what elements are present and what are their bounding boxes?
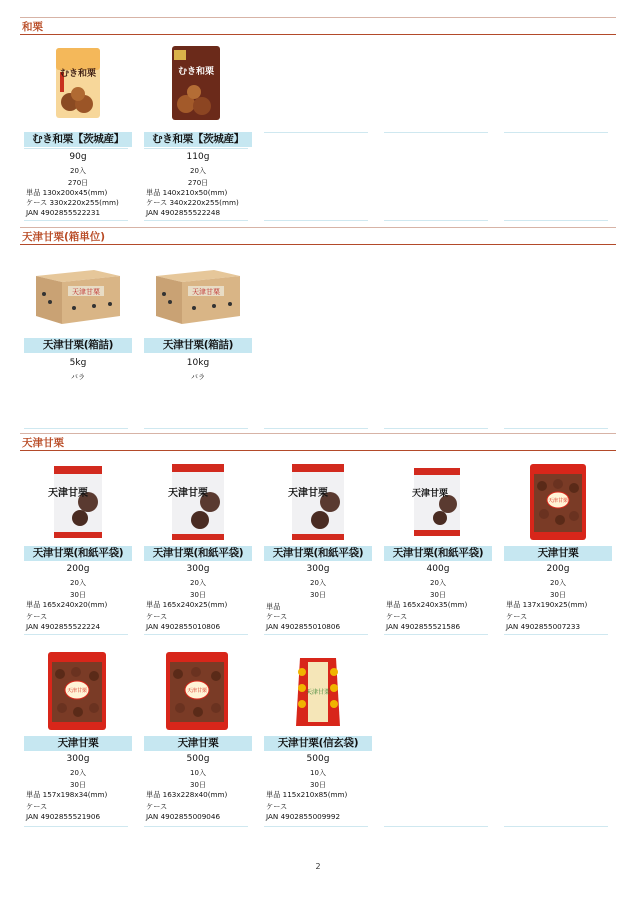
- product-image: [144, 254, 252, 332]
- product-quantity: 20入: [70, 167, 86, 175]
- row-divider: [384, 428, 488, 429]
- product-name: 天津甘栗(和紙平袋): [144, 546, 252, 561]
- product-case-size: ケース: [146, 802, 168, 811]
- product-name: むき和栗【茨城産】: [24, 132, 132, 147]
- product-unit-size: 単品 140x210x50(mm): [146, 188, 228, 197]
- product-quantity: 10入: [310, 769, 326, 777]
- product-weight: 500g: [186, 754, 210, 764]
- product-shelf-life: 270日: [67, 179, 89, 187]
- product-unit-size: 単品 165x240x25(mm): [146, 600, 228, 609]
- row-divider: [264, 428, 368, 429]
- row-divider: [144, 826, 248, 827]
- product-quantity: バラ: [191, 373, 205, 381]
- product-case-size: ケース: [506, 612, 528, 621]
- package-label: 天津甘栗: [547, 498, 569, 504]
- package-label: むき和栗: [177, 67, 215, 77]
- product-unit-size: 単品 137x190x25(mm): [506, 600, 588, 609]
- product-weight: 300g: [306, 564, 330, 574]
- product-image: [144, 462, 252, 540]
- product-image: [504, 462, 612, 540]
- product-card: [144, 254, 252, 434]
- package-label: 天津甘栗: [305, 689, 331, 696]
- product-name: むき和栗【茨城産】: [144, 132, 252, 147]
- section-header-tenshin: [20, 434, 616, 451]
- package-label: 天津甘栗: [288, 488, 328, 499]
- product-name: 天津甘栗(和紙平袋): [384, 546, 492, 561]
- product-name: 天津甘栗: [504, 546, 612, 561]
- product-jan: JAN 4902855010806: [266, 622, 341, 631]
- package-label: 天津甘栗: [48, 488, 88, 499]
- product-unit-size: 単品 115x210x85(mm): [266, 790, 348, 799]
- product-name: 天津甘栗(箱詰): [24, 338, 132, 353]
- product-shelf-life: 30日: [70, 591, 86, 599]
- product-name: 天津甘栗(信玄袋): [264, 736, 372, 751]
- product-image: [264, 652, 372, 730]
- product-image: [24, 254, 132, 332]
- product-card: [24, 44, 132, 224]
- row-divider: [24, 220, 128, 221]
- product-case-size: ケース: [146, 612, 168, 621]
- product-quantity: 20入: [550, 579, 566, 587]
- product-image: [24, 462, 132, 540]
- product-card: [384, 462, 492, 642]
- row-divider: [504, 428, 608, 429]
- product-unit-size: 単品 163x228x40(mm): [146, 790, 228, 799]
- product-jan: JAN 4902855010806: [146, 622, 221, 631]
- row-divider: [24, 428, 128, 429]
- product-shelf-life: 30日: [310, 781, 326, 789]
- product-name: 天津甘栗: [144, 736, 252, 751]
- product-name: 天津甘栗(和紙平袋): [264, 546, 372, 561]
- package-label: 天津甘栗: [168, 488, 208, 499]
- empty-slot: [504, 132, 608, 133]
- product-unit-size: 単品 157x198x34(mm): [26, 790, 108, 799]
- product-image: [24, 44, 132, 122]
- product-weight: 10kg: [186, 358, 210, 368]
- product-card: [144, 652, 252, 832]
- product-image: [144, 652, 252, 730]
- product-case-size: ケース: [386, 612, 408, 621]
- product-shelf-life: 30日: [190, 591, 206, 599]
- product-jan: JAN 4902855521906: [26, 812, 101, 821]
- product-shelf-life: 30日: [190, 781, 206, 789]
- product-card: [264, 462, 372, 642]
- product-jan: JAN 4902855521586: [386, 622, 461, 631]
- product-case-size: ケース: [266, 612, 288, 621]
- product-shelf-life: 30日: [430, 591, 446, 599]
- product-shelf-life: 30日: [550, 591, 566, 599]
- section-header-waguri: [20, 18, 616, 35]
- page-number: 2: [315, 862, 321, 871]
- row-divider: [384, 826, 488, 827]
- product-jan: JAN 4902855522231: [26, 208, 101, 217]
- product-quantity: 20入: [310, 579, 326, 587]
- row-divider: [264, 826, 368, 827]
- product-name: 天津甘栗(和紙平袋): [24, 546, 132, 561]
- product-case-size: ケース: [266, 802, 288, 811]
- row-divider: [384, 220, 488, 221]
- product-jan: JAN 4902855522248: [146, 208, 221, 217]
- package-label: 天津甘栗: [66, 688, 88, 694]
- product-name: 天津甘栗(箱詰): [144, 338, 252, 353]
- product-weight: 200g: [66, 564, 90, 574]
- product-image: [384, 462, 492, 540]
- product-card: [144, 462, 252, 642]
- product-weight: 110g: [186, 152, 210, 162]
- package-label: むき和栗: [59, 69, 97, 79]
- product-image: [264, 462, 372, 540]
- row-divider: [504, 826, 608, 827]
- product-quantity: 20入: [70, 579, 86, 587]
- section-title: 天津甘栗(箱単位): [22, 231, 106, 243]
- product-image: [144, 44, 252, 122]
- product-card: [24, 462, 132, 642]
- product-image: [24, 652, 132, 730]
- box-label: 天津甘栗: [192, 288, 220, 296]
- product-quantity: 10入: [190, 769, 206, 777]
- product-weight: 300g: [186, 564, 210, 574]
- product-case-size: ケース: [26, 802, 48, 811]
- product-quantity: バラ: [71, 373, 85, 381]
- product-jan: JAN 4902855009046: [146, 812, 221, 821]
- package-label: 天津甘栗: [411, 489, 449, 499]
- product-shelf-life: 30日: [70, 781, 86, 789]
- product-name: 天津甘栗: [24, 736, 132, 751]
- product-quantity: 20入: [190, 579, 206, 587]
- empty-slot: [384, 132, 488, 133]
- product-case-size: ケース: [26, 612, 48, 621]
- row-divider: [264, 220, 368, 221]
- product-unit-size: 単品: [266, 602, 281, 611]
- row-divider: [384, 634, 488, 635]
- product-weight: 400g: [426, 564, 450, 574]
- product-weight: 200g: [546, 564, 570, 574]
- product-shelf-life: 270日: [187, 179, 209, 187]
- product-weight: 5kg: [69, 358, 87, 368]
- product-quantity: 20入: [190, 167, 206, 175]
- product-card: [144, 44, 252, 224]
- row-divider: [504, 634, 608, 635]
- row-divider: [504, 220, 608, 221]
- product-unit-size: 単品 165x240x20(mm): [26, 600, 108, 609]
- section-title: 天津甘栗: [22, 437, 64, 449]
- product-jan: JAN 4902855009992: [266, 812, 341, 821]
- row-divider: [144, 634, 248, 635]
- section-title: 和栗: [22, 21, 43, 33]
- product-weight: 90g: [69, 152, 87, 162]
- row-divider: [144, 220, 248, 221]
- row-divider: [264, 634, 368, 635]
- row-divider: [24, 826, 128, 827]
- box-label: 天津甘栗: [72, 288, 100, 296]
- package-label: 天津甘栗: [186, 688, 208, 694]
- product-jan: JAN 4902855522224: [26, 622, 101, 631]
- row-divider: [24, 634, 128, 635]
- product-card: [504, 462, 612, 642]
- section-header-box: [20, 228, 616, 245]
- product-card: [24, 652, 132, 832]
- product-unit-size: 単品 165x240x35(mm): [386, 600, 468, 609]
- product-card: [24, 254, 132, 434]
- product-jan: JAN 4902855007233: [506, 622, 581, 631]
- product-case-size: ケース 330x220x255(mm): [26, 198, 119, 207]
- product-quantity: 20入: [70, 769, 86, 777]
- product-weight: 500g: [306, 754, 330, 764]
- row-divider: [144, 428, 248, 429]
- empty-slot: [264, 132, 368, 133]
- product-shelf-life: 30日: [310, 591, 326, 599]
- product-quantity: 20入: [430, 579, 446, 587]
- product-unit-size: 単品 130x200x45(mm): [26, 188, 108, 197]
- product-weight: 300g: [66, 754, 90, 764]
- product-case-size: ケース 340x220x255(mm): [146, 198, 239, 207]
- product-card: [264, 652, 372, 832]
